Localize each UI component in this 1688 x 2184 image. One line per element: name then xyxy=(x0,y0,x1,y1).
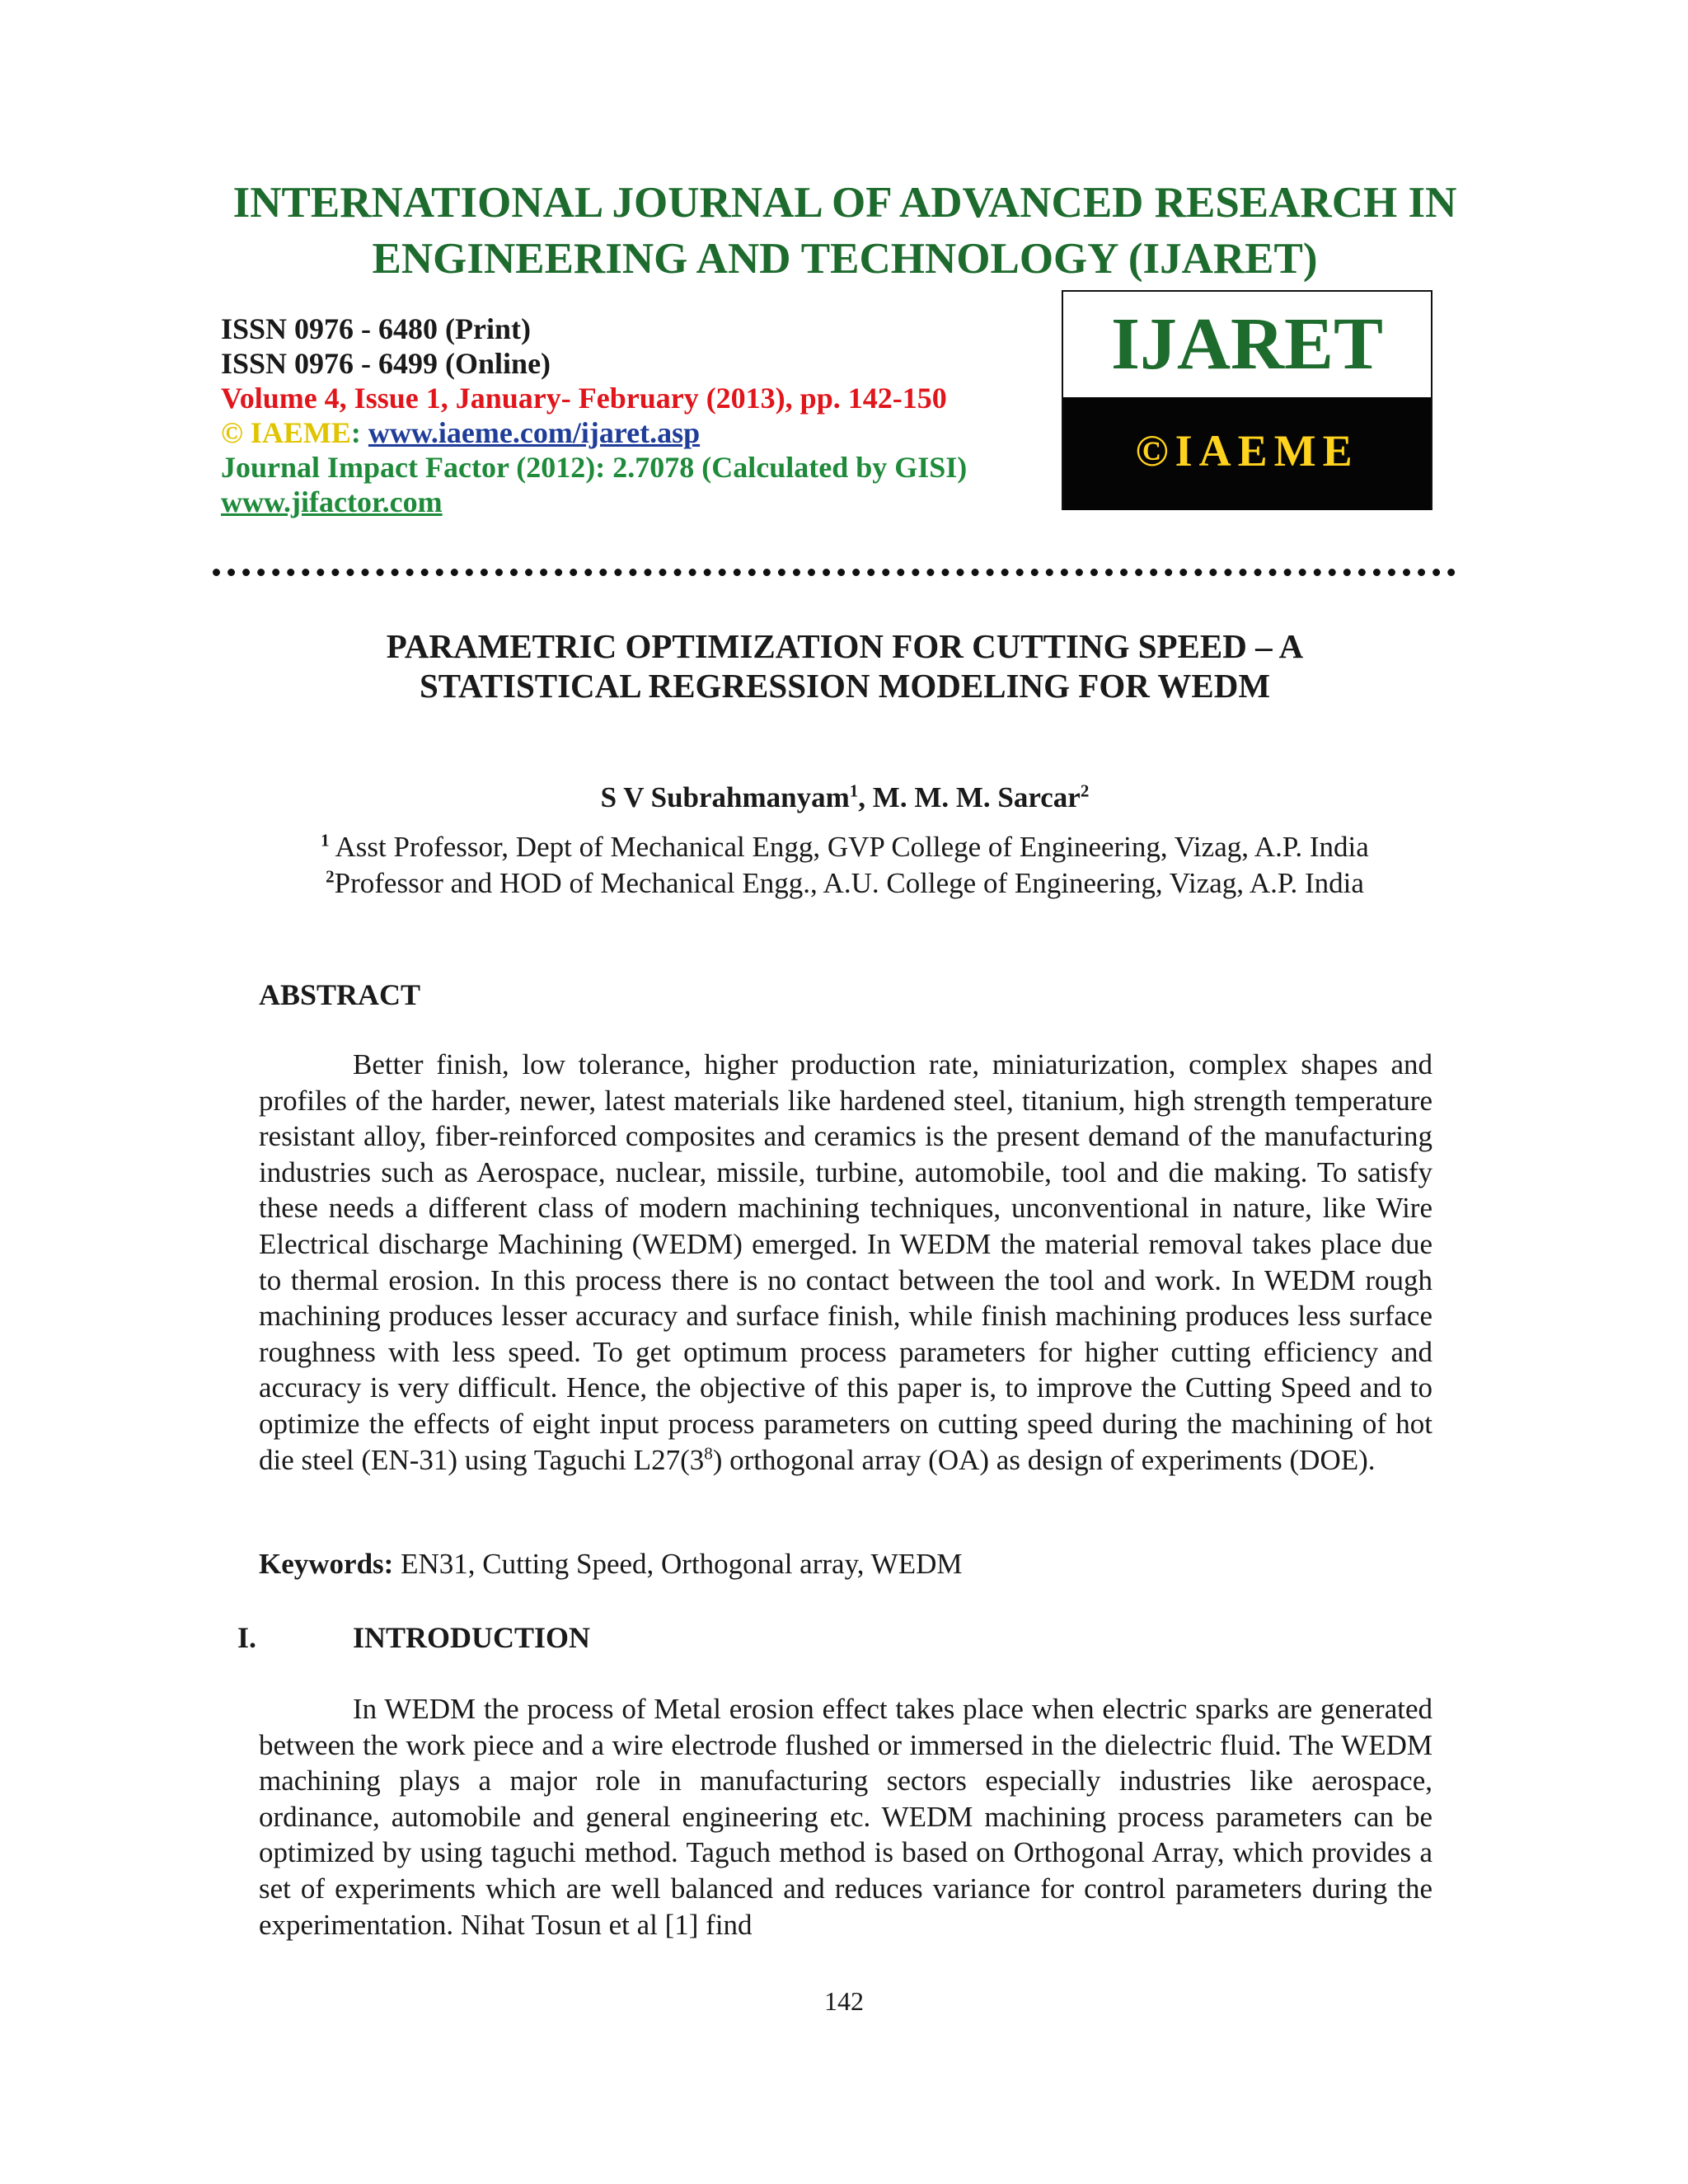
logo-ijaret-text: IJARET xyxy=(1110,303,1384,385)
author-1: S V Subrahmanyam xyxy=(600,781,850,813)
paper-title-line1: PARAMETRIC OPTIMIZATION FOR CUTTING SPEED – A xyxy=(386,627,1304,665)
impact-factor: Journal Impact Factor (2012): 2.7078 (Calculated by GISI) xyxy=(221,451,968,484)
affiliation-2 xyxy=(247,865,1442,902)
publication-info xyxy=(221,312,967,519)
keywords xyxy=(259,1548,962,1581)
paper-title xyxy=(247,626,1442,705)
affiliation-2-sup: 2 xyxy=(326,866,335,887)
logo-iaeme-text: ©IAEME xyxy=(1063,397,1431,510)
author-2: , M. M. M. Sarcar xyxy=(858,781,1081,813)
affiliation-2-text: Professor and HOD of Mechanical Engg., A.U. College of Engineering, Vizag, A.P. India xyxy=(334,867,1364,899)
issn-print: ISSN 0976 - 6480 (Print) xyxy=(221,312,531,345)
iaeme-line xyxy=(221,415,967,450)
iaeme-separator: : xyxy=(350,416,368,449)
iaeme-label: © IAEME xyxy=(221,416,351,449)
intro-body: In WEDM the process of Metal erosion effect takes place when electric sparks are generated between the work piece and a wire electrode flushed or immersed in the dielectric fluid. The WEDM machining plays a major role in manufacturing sectors especially industries like aerospace, ordinance, automobile and general engineering etc. WEDM machining process parameters can be optimized by using taguchi method. Taguch method is based on Orthogonal Array, which provides a set of experiments which are well balanced and reduces variance for control parameters during the experimentation. Nihat Tosun et al [1] find xyxy=(259,1693,1432,1941)
author-2-sup: 2 xyxy=(1080,780,1090,801)
affiliation-1-text: Asst Professor, Dept of Mechanical Engg, GVP College of Engineering, Vizag, A.P. India xyxy=(329,831,1369,863)
authors xyxy=(247,781,1442,814)
volume-info: Volume 4, Issue 1, January- February (2013), pp. 142-150 xyxy=(221,382,947,415)
affiliation-1-sup: 1 xyxy=(321,830,330,851)
dotted-divider xyxy=(213,569,1456,576)
abstract-text: Better finish, low tolerance, higher production rate, miniaturization, complex shapes and profiles of the harder, newer, latest materials like hardened steel, titanium, high strength temperature resistant alloy, fiber-reinforced composites and ceramics is the present demand of the manufacturing industries such as Aerospace, nuclear, missile, turbine, automobile, tool and die making. To satisfy these needs a different class of modern machining techniques, unconventional in nature, like Wire Electrical discharge Machining (WEDM) emerged. In WEDM the material removal takes place due to thermal erosion. In this process there is no contact between the tool and work. In WEDM rough machining produces lesser accuracy and surface finish, while finish machining produces less surface roughness with less speed. To get optimum process parameters for higher cutting efficiency and accuracy is very difficult. Hence, the objective of this paper is, to improve the Cutting Speed and to optimize the effects of eight input process parameters on cutting speed during the machining of hot die steel (EN-31) using Taguchi L27(3 xyxy=(259,1048,1432,1476)
abstract-body xyxy=(259,1047,1432,1478)
abstract-sup: 8 xyxy=(704,1442,713,1463)
issn-online: ISSN 0976 - 6499 (Online) xyxy=(221,347,551,380)
intro-heading: INTRODUCTION xyxy=(353,1621,591,1654)
paper-title-line2: STATISTICAL REGRESSION MODELING FOR WEDM xyxy=(419,667,1271,705)
page-number: 142 xyxy=(824,1986,864,2016)
author-1-sup: 1 xyxy=(849,780,859,801)
abstract-text-end: ) orthogonal array (OA) as design of experiments (DOE). xyxy=(712,1443,1376,1476)
jifactor-link[interactable]: www.jifactor.com xyxy=(221,485,443,518)
ijaret-logo xyxy=(1062,290,1432,510)
keywords-text: EN31, Cutting Speed, Orthogonal array, WEDM xyxy=(393,1548,963,1580)
journal-title-line1: INTERNATIONAL JOURNAL OF ADVANCED RESEARCH IN xyxy=(232,179,1457,227)
keywords-label: Keywords: xyxy=(259,1548,394,1580)
abstract-heading: ABSTRACT xyxy=(259,978,421,1011)
intro-section-number: I. xyxy=(237,1621,257,1654)
iaeme-link[interactable]: www.iaeme.com/ijaret.asp xyxy=(368,416,701,449)
affiliations xyxy=(247,829,1442,902)
affiliation-1 xyxy=(247,829,1442,865)
journal-title-line2: ENGINEERING AND TECHNOLOGY (IJARET) xyxy=(372,235,1318,283)
journal-title xyxy=(165,175,1525,287)
